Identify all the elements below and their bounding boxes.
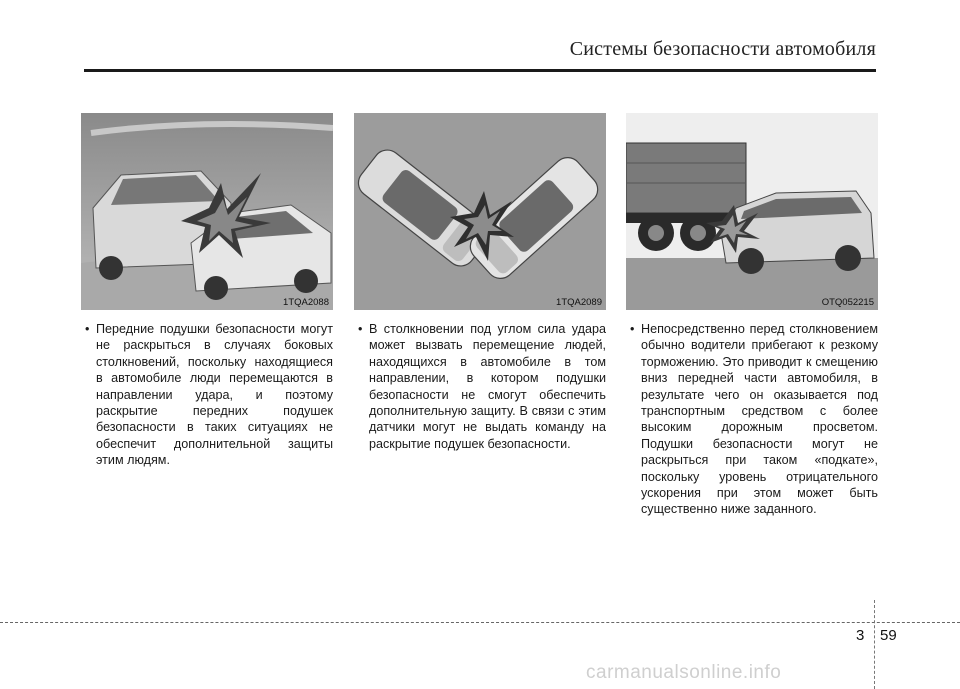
figure-code: 1TQA2088 — [283, 297, 329, 308]
paragraph-text: В столкновении под углом сила удара может вызвать перемещение людей, находящихся в автомобиле в том направлении, в котором подушки безопасности не смогут обеспечить дополнительную защиту. В связи с этим датчики могут не выдать команду на раскрытие подушек безопасности. — [369, 322, 606, 451]
section-title: Системы безопасности автомобиля — [569, 38, 876, 60]
bullet-symbol: • — [358, 322, 363, 336]
figure-side-impact — [81, 113, 333, 310]
page-number: 59 — [880, 627, 897, 644]
column-angle-impact — [354, 113, 606, 452]
chapter-number: 3 — [856, 627, 865, 644]
paragraph-text: Непосредственно перед столкновением обычно водители прибегают к резкому торможению. Это приводит к смещению вниз передней части автомобиля, в результате чего он оказывается под транспортным средством с более высоким дорожным просветом. Подушки безопасности могут не раскрыться при таком «подкате», поскольку уровень отрицательного ускорения при этом может быть существенно ниже заданного. — [641, 322, 878, 517]
bullet-paragraph — [626, 321, 878, 518]
column-side-impact — [81, 113, 333, 469]
footer-rule — [0, 622, 960, 623]
bullet-symbol: • — [630, 322, 635, 336]
bullet-symbol: • — [85, 322, 90, 336]
header-rule — [84, 69, 876, 72]
angle-impact-illustration — [354, 113, 606, 310]
bullet-paragraph — [354, 321, 606, 452]
bullet-paragraph — [81, 321, 333, 469]
watermark: carmanualsonline.info — [586, 662, 782, 683]
underride-illustration — [626, 113, 878, 310]
figure-code: OTQ052215 — [821, 297, 874, 308]
figure-angle-impact — [354, 113, 606, 310]
side-impact-illustration — [81, 113, 333, 310]
footer-divider — [874, 600, 875, 689]
paragraph-text: Передние подушки безопасности могут не раскрыться в случаях боковых столкновений, поскольку находящиеся в автомобиле люди перемещаются в направлении удара, и поэтому раскрытие передних подушек безопасности в таких ситуациях не обеспечит дополнительной защиты этим людям. — [96, 322, 333, 468]
figure-underride — [626, 113, 878, 310]
column-underride — [626, 113, 878, 518]
figure-code: 1TQA2089 — [556, 297, 602, 308]
